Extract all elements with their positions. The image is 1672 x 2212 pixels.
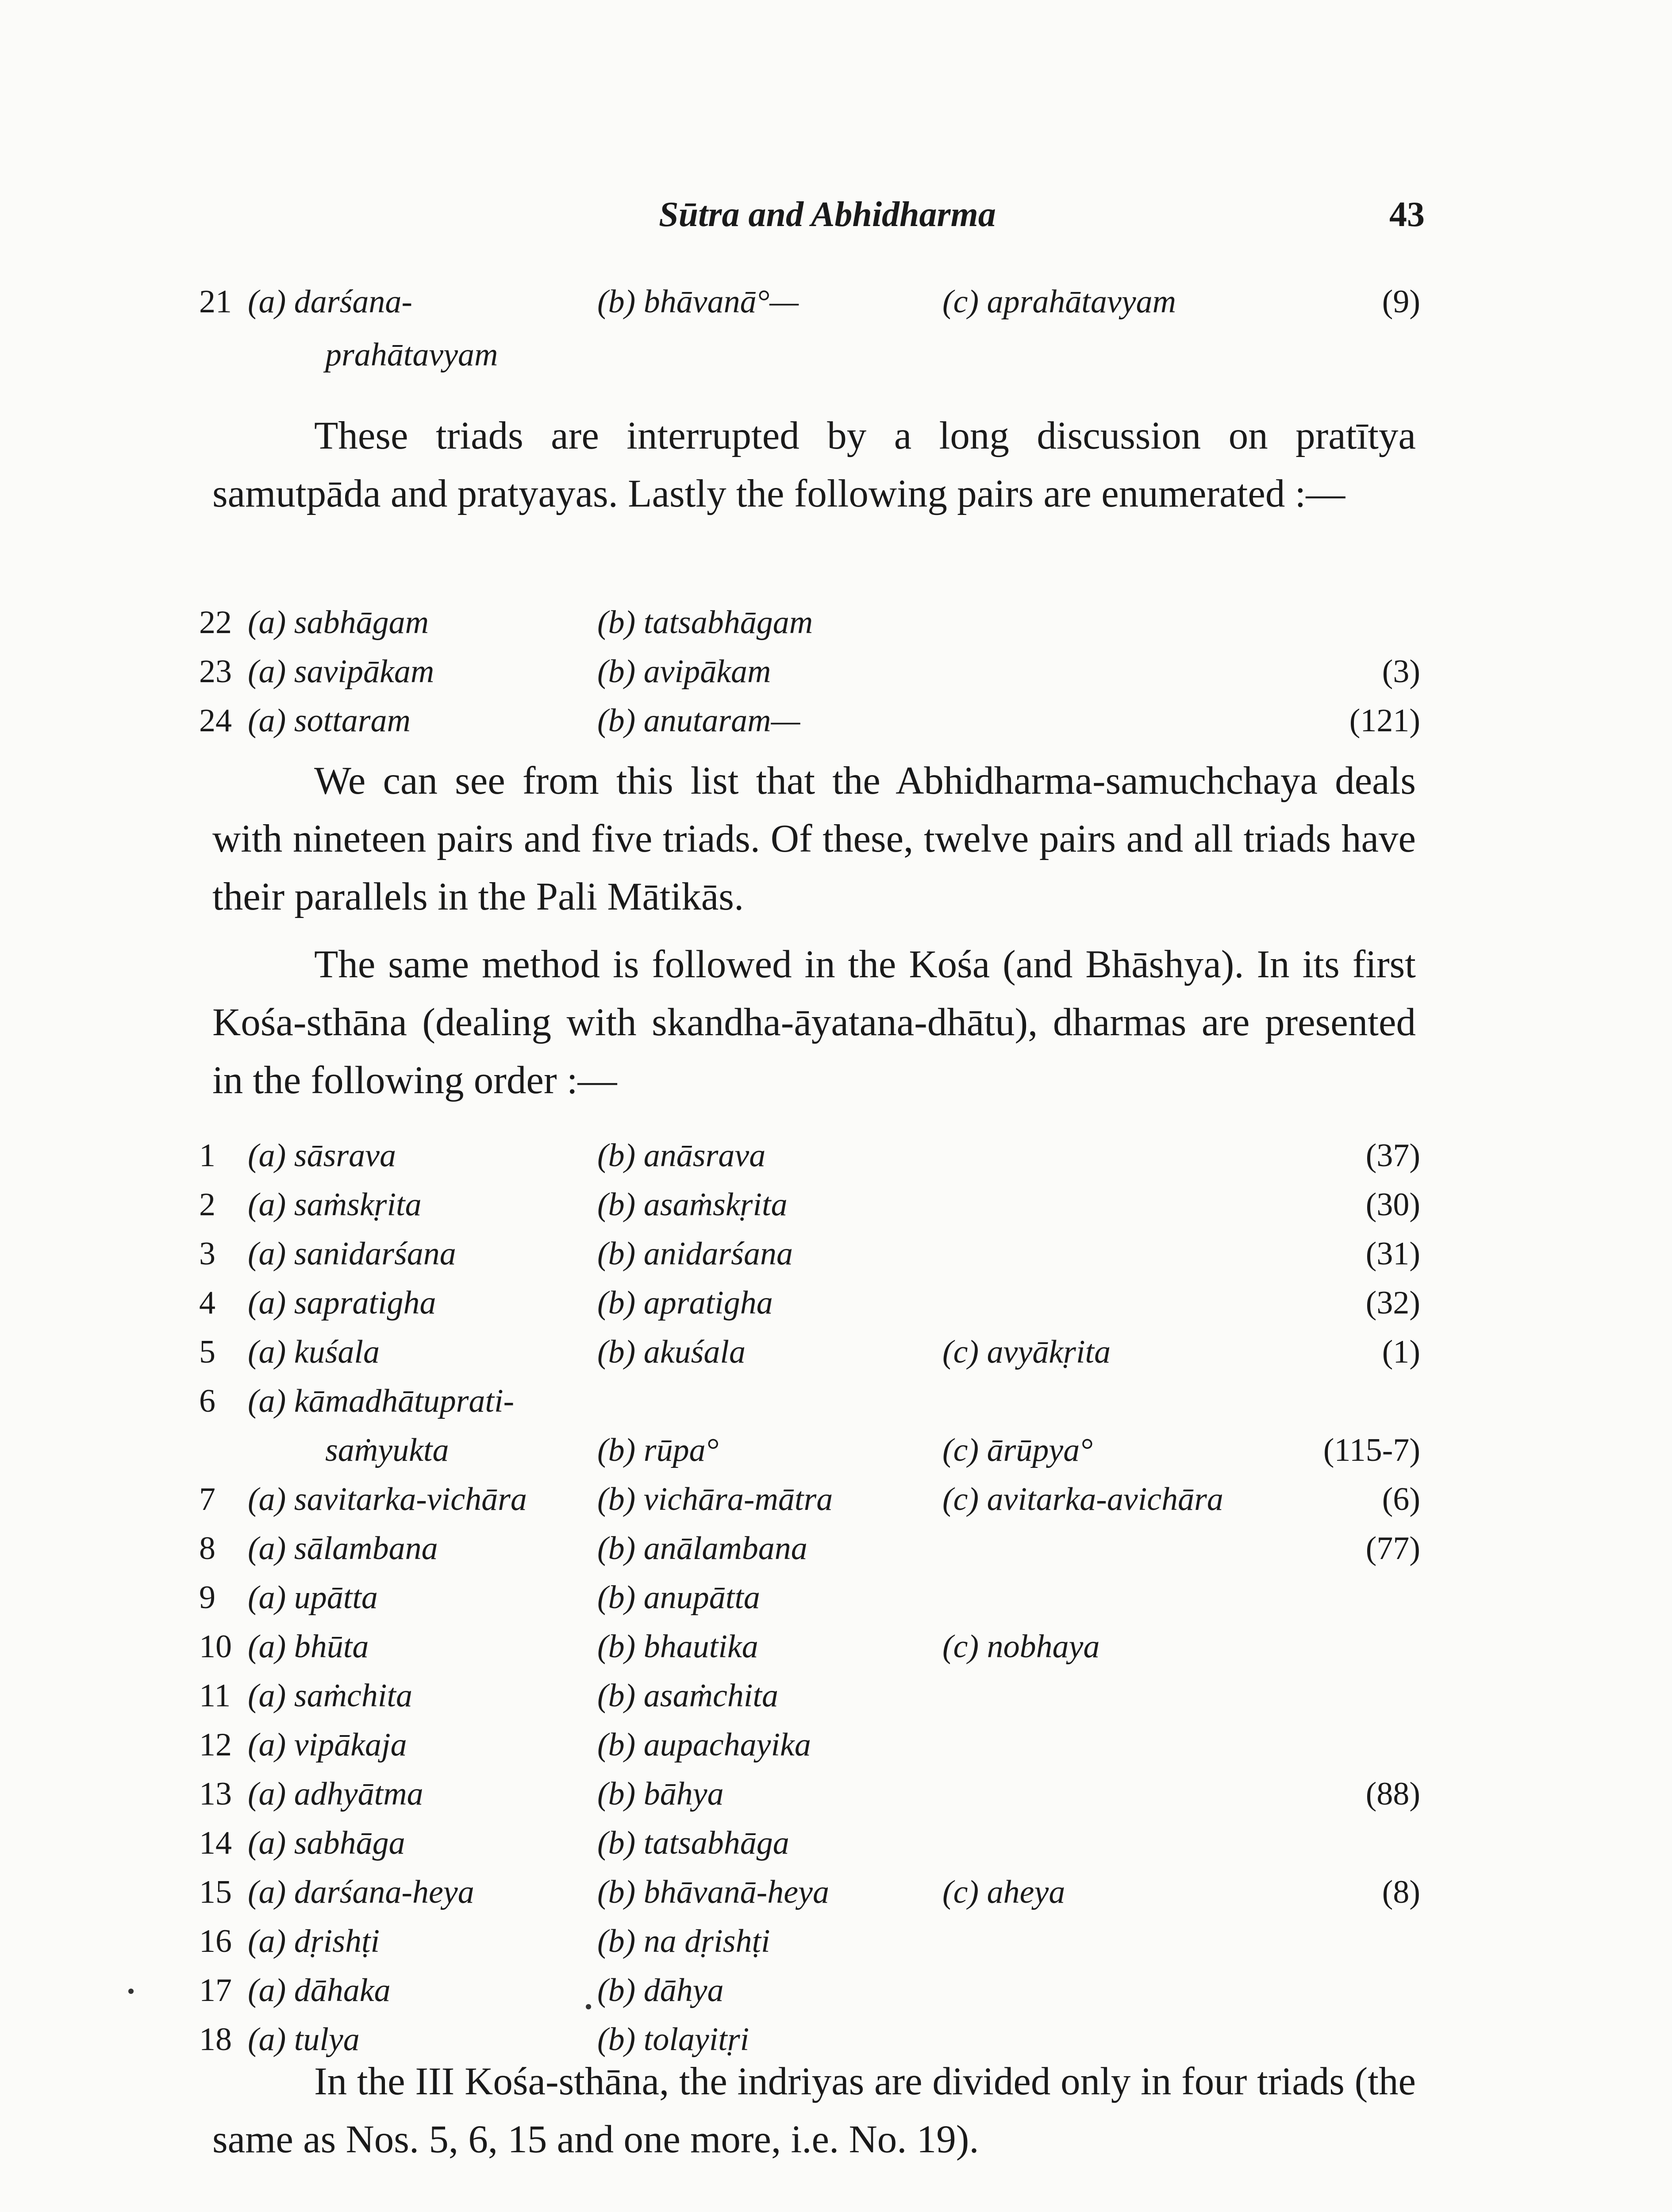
item-b: (b) apratigha [597, 1285, 773, 1321]
item-a: (a) sapratigha [248, 1285, 436, 1321]
paragraph [212, 2053, 1416, 2169]
list-row [199, 1186, 1420, 1235]
item-c: (c) nobhaya [942, 1628, 1100, 1665]
item-ref: (30) [1365, 1187, 1420, 1223]
item-ref: (88) [1365, 1776, 1420, 1812]
list-row [199, 1481, 1420, 1529]
list-row [199, 1628, 1420, 1677]
paragraph-text: These triads are interrupted by a long discussion on pratītya samutpāda and pratyayas. Lastly the following pairs are enumerated :— [212, 414, 1416, 515]
item-a: (a) saṁskṛita [248, 1187, 422, 1223]
item-c: (c) avitarka-avichāra [942, 1481, 1223, 1517]
item-ref: (121) [1349, 703, 1420, 739]
item-b: (b) tolayitṛi [597, 2021, 750, 2058]
list-row [199, 1235, 1420, 1284]
item-a: (a) savitarka-vichāra [248, 1481, 527, 1517]
item-b: (b) dāhya [597, 1972, 724, 2008]
paragraph [212, 407, 1416, 523]
item-num: 12 [199, 1727, 232, 1763]
item-num: 10 [199, 1628, 232, 1665]
list-row [199, 1284, 1420, 1333]
item-b: (b) akuśala [597, 1334, 746, 1370]
item-a: (a) kāmadhātuprati- [248, 1383, 515, 1419]
item-c: (c) aprahātavyam [942, 284, 1176, 320]
page-number: 43 [1389, 195, 1425, 234]
item-num: 14 [199, 1825, 232, 1861]
running-title: Sūtra and Abhidharma [659, 195, 996, 234]
list-row [199, 1726, 1420, 1775]
item-num: 7 [199, 1481, 215, 1517]
item-a: (a) upātta [248, 1579, 378, 1616]
paragraph-text: We can see from this list that the Abhidharma-samuchchaya deals with nineteen pairs and five triads. Of these, twelve pairs and all triads have their parallels in the Pali Mātikās. [212, 759, 1416, 918]
list-row [199, 1775, 1420, 1824]
item-b: (b) tatsabhāgam [597, 604, 813, 641]
item-num: 18 [199, 2021, 232, 2058]
item-num: 4 [199, 1285, 215, 1321]
list-row [199, 1579, 1420, 1628]
paragraph-text: The same method is followed in the Kośa (and Bhāshya). In its first Kośa-sthāna (dealing with skandha-āyatana-dhātu), dharmas are presented in the following order :— [212, 943, 1416, 1102]
item-b: (b) anupātta [597, 1579, 760, 1616]
item-a: (a) sāsrava [248, 1137, 396, 1174]
item-a: (a) dāhaka [248, 1972, 391, 2008]
item-ref: (31) [1365, 1236, 1420, 1272]
item-b: (b) anidarśana [597, 1236, 793, 1272]
item-a: saṁyukta [325, 1432, 449, 1468]
item-a: (a) sālambana [248, 1530, 438, 1567]
item-num: 8 [199, 1530, 215, 1567]
item-num: 16 [199, 1923, 232, 1959]
item-b: (b) anālambana [597, 1530, 807, 1567]
item-a: (a) dṛishṭi [248, 1923, 380, 1959]
item-num: 5 [199, 1334, 215, 1370]
item-b: (b) bāhya [597, 1776, 724, 1812]
item-num: 1 [199, 1137, 215, 1174]
item-a: (a) bhūta [248, 1628, 369, 1665]
list-row [199, 1874, 1420, 1922]
list-row [199, 1530, 1420, 1578]
stray-mark [586, 2004, 591, 2009]
list-row [199, 283, 1420, 332]
paragraph [212, 936, 1416, 1110]
item-num: 23 [199, 653, 232, 690]
list-row [199, 653, 1420, 702]
item-num: 2 [199, 1187, 215, 1223]
item-ref: (8) [1382, 1874, 1420, 1910]
stray-mark [128, 1989, 134, 1994]
item-c: (c) avyākṛita [942, 1334, 1111, 1370]
item-b: (b) tatsabhāga [597, 1825, 789, 1861]
item-b: (b) aupachayika [597, 1727, 811, 1763]
item-num: 9 [199, 1579, 215, 1616]
item-ref: (32) [1365, 1285, 1420, 1321]
item-b: (b) asaṁchita [597, 1678, 778, 1714]
list-row [199, 1333, 1420, 1382]
item-number: 21 [199, 284, 232, 320]
item-c: (c) aheya [942, 1874, 1065, 1910]
item-a: (a) saṁchita [248, 1678, 412, 1714]
item-num: 3 [199, 1236, 215, 1272]
item-num: 11 [199, 1678, 231, 1714]
item-ref: (77) [1365, 1530, 1420, 1567]
item-a: (a) tulya [248, 2021, 360, 2058]
list-row [199, 1972, 1420, 2020]
item-ref: (37) [1365, 1137, 1420, 1174]
item-a: (a) darśana-heya [248, 1874, 474, 1910]
item-ref: (115-7) [1323, 1432, 1420, 1468]
list-row [199, 1137, 1420, 1186]
item-c: (c) ārūpya° [942, 1432, 1093, 1468]
item-num: 6 [199, 1383, 215, 1419]
item-a: (a) sabhāgam [248, 604, 429, 641]
paragraph-text: In the III Kośa-sthāna, the indriyas are divided only in four triads (the same as Nos. 5, 6, 15 and one more, i.e. No. 19). [212, 2060, 1416, 2161]
list-row [199, 1677, 1420, 1726]
item-ref: (9) [1382, 284, 1420, 320]
item-b: (b) bhāvanā°— [597, 284, 799, 320]
item-b: (b) rūpa° [597, 1432, 719, 1468]
item-b: (b) vichāra-mātra [597, 1481, 833, 1517]
item-a-continuation: prahātavyam [325, 337, 498, 373]
item-b: (b) bhautika [597, 1628, 758, 1665]
list-row [199, 702, 1420, 751]
paragraph [212, 752, 1416, 926]
item-a: (a) savipākam [248, 653, 434, 690]
item-num: 22 [199, 604, 232, 641]
item-b: (b) avipākam [597, 653, 771, 690]
item-b: (b) bhāvanā-heya [597, 1874, 829, 1910]
item-a: (a) adhyātma [248, 1776, 423, 1812]
running-header [0, 195, 1672, 243]
list-row [199, 1923, 1420, 1971]
item-ref: (6) [1382, 1481, 1420, 1517]
item-a: (a) darśana- [248, 284, 413, 320]
item-ref: (3) [1382, 653, 1420, 690]
item-a: (a) sabhāga [248, 1825, 405, 1861]
item-a: (a) kuśala [248, 1334, 380, 1370]
item-a: (a) sottaram [248, 703, 411, 739]
list-row [199, 1432, 1420, 1480]
list-row [199, 1824, 1420, 1873]
item-ref: (1) [1382, 1334, 1420, 1370]
item-num: 17 [199, 1972, 232, 2008]
item-b: (b) anutaram— [597, 703, 800, 739]
item-b: (b) anāsrava [597, 1137, 766, 1174]
item-num: 15 [199, 1874, 232, 1910]
item-a: (a) sanidarśana [248, 1236, 456, 1272]
item-b: (b) na dṛishṭi [597, 1923, 770, 1959]
list-row [199, 1382, 1420, 1431]
item-a: (a) vipākaja [248, 1727, 407, 1763]
item-num: 24 [199, 703, 232, 739]
item-num: 13 [199, 1776, 232, 1812]
list-row [199, 604, 1420, 653]
item-b: (b) asaṁskṛita [597, 1187, 788, 1223]
